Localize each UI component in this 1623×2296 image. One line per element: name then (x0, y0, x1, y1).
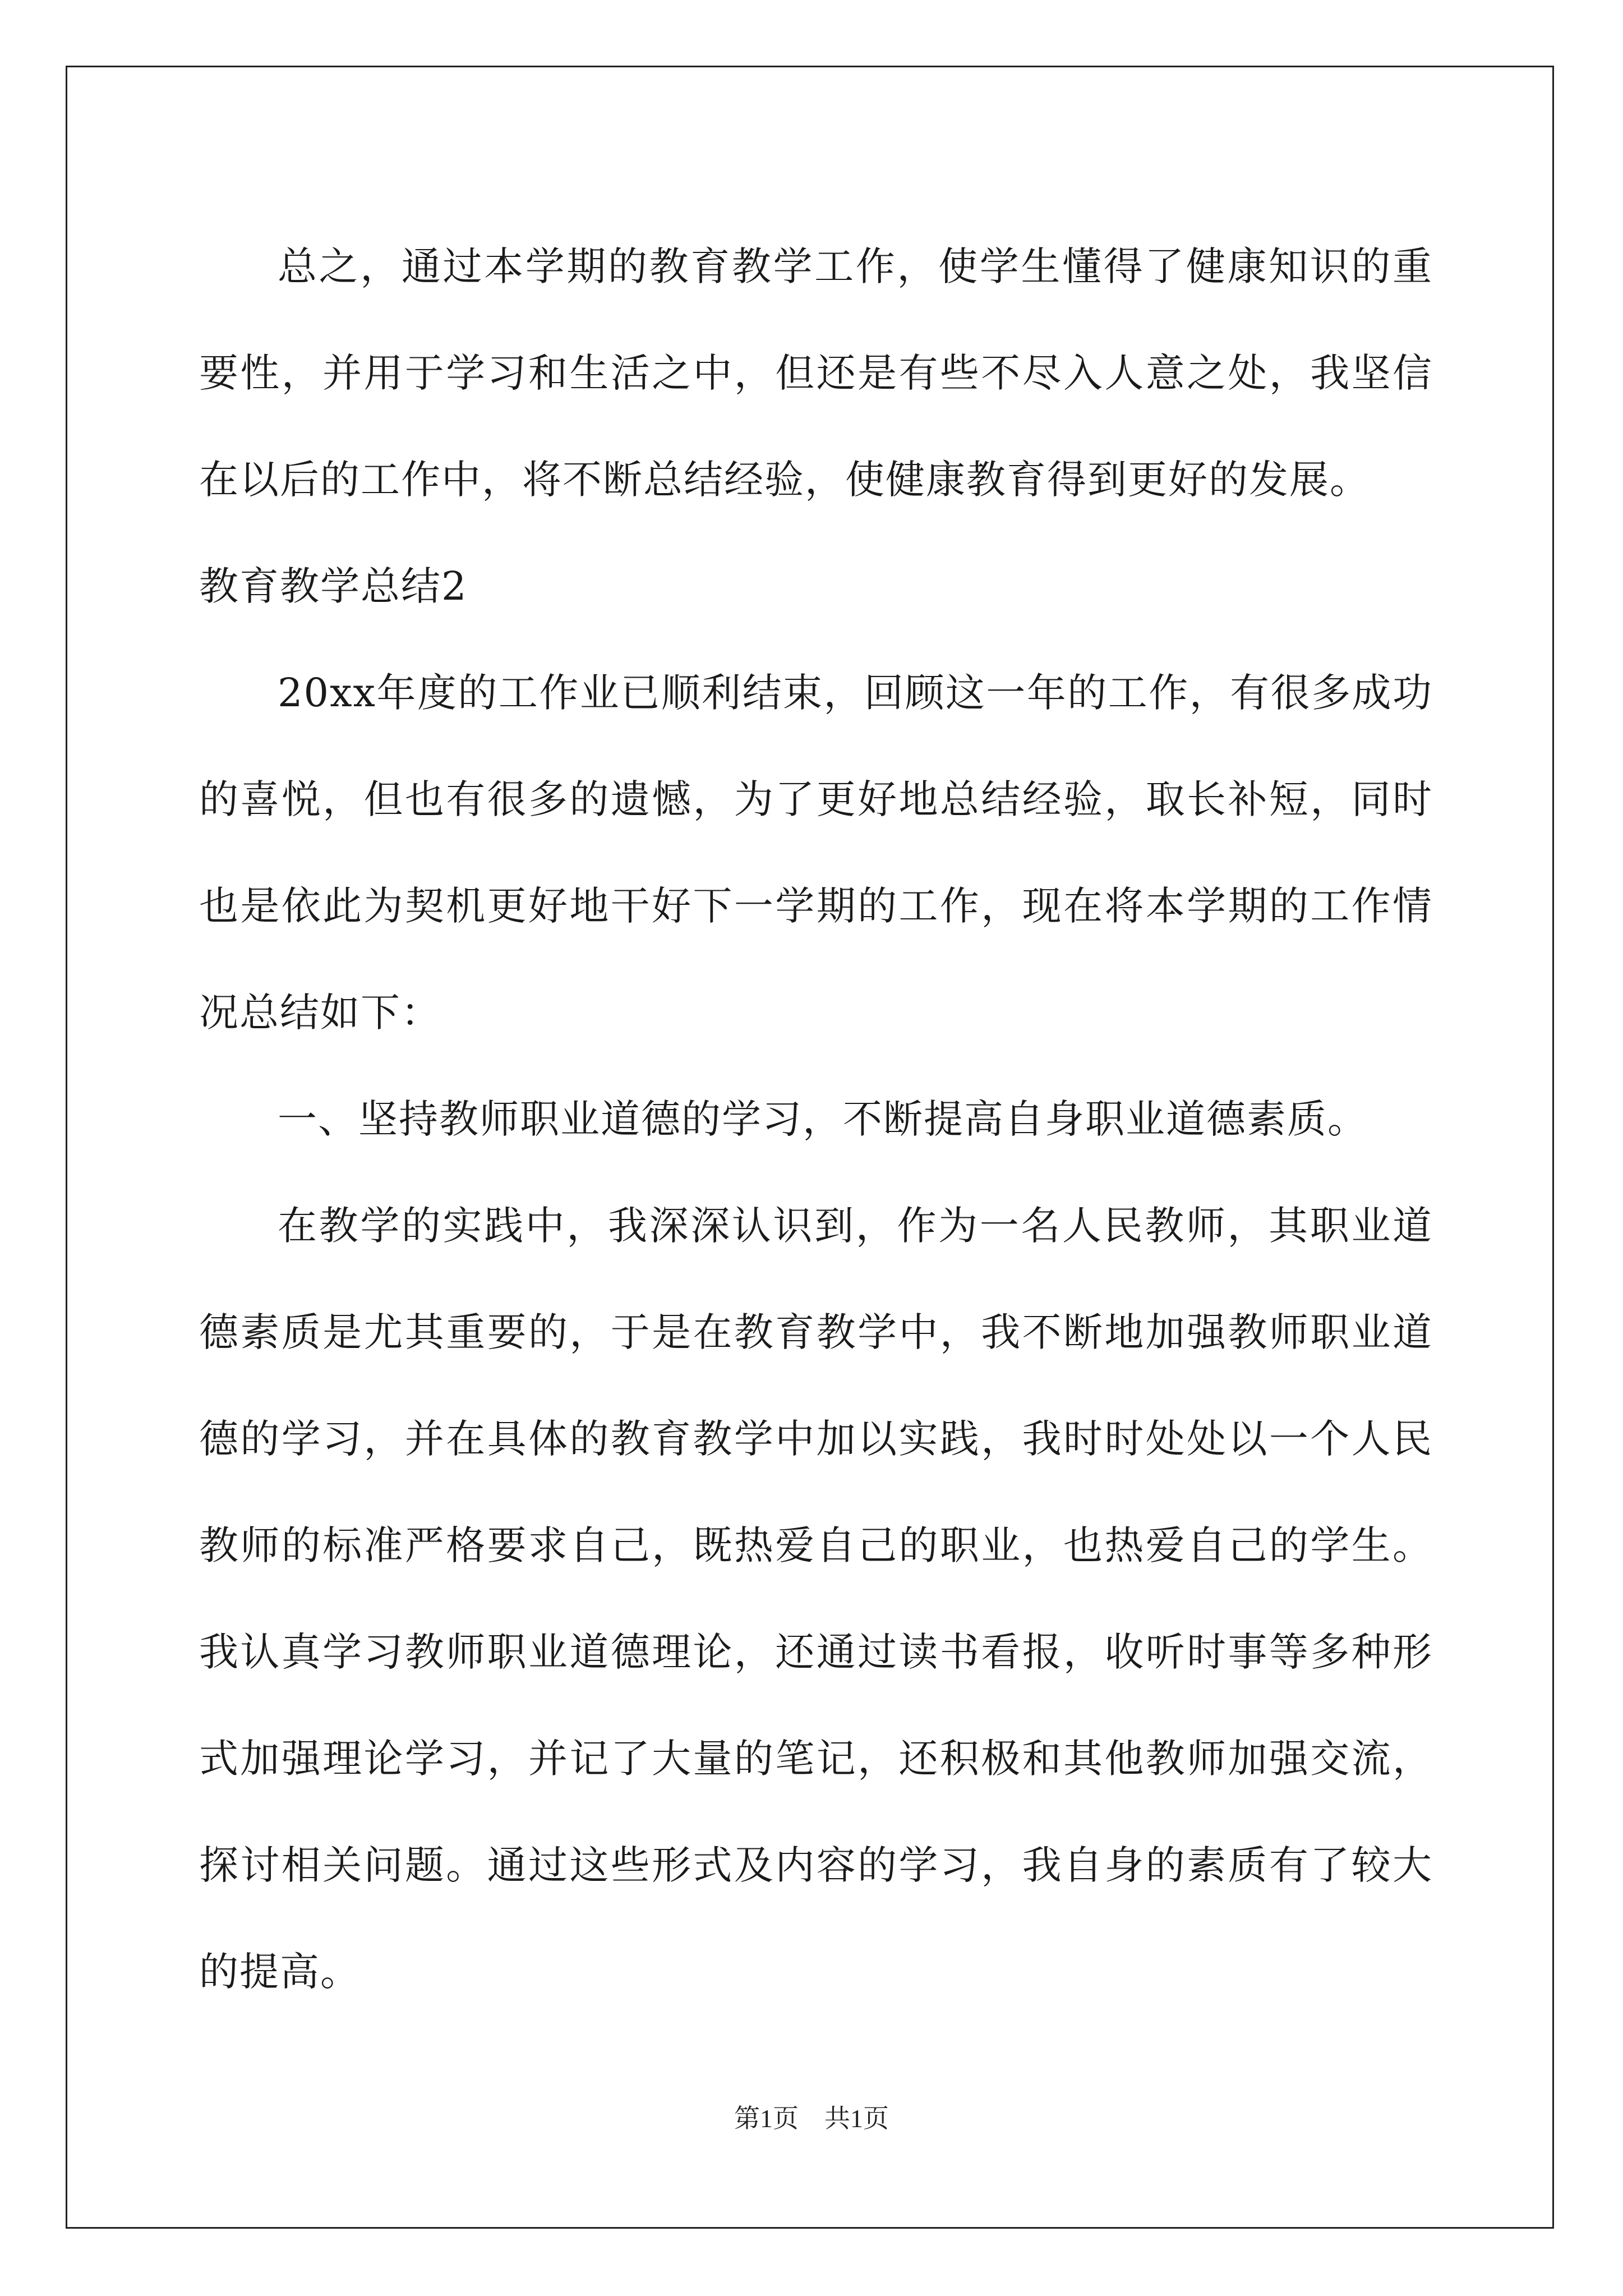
page-number-footer: 第1页 共1页 (734, 2104, 889, 2133)
paragraph-point-one: 一、坚持教师职业道德的学习，不断提高自身职业道德素质。 (278, 1096, 1368, 1142)
paragraph-practice: 在教学的实践中，我深深认识到，作为一名人民教师，其职业道德素质是尤其重要的，于是在教育教学中，我不断地加强教师职业道德的学习，并在具体的教育教学中加以实践，我时时处处以一个人民教师的标准严格要求自己，既热爱自己的职业，也热爱自己的学生。我认真学习教师职业道德理论，还通过读书看报，收听时事等多种形式加强理论学习，并记了大量的笔记，还积极和其他教师加强交流，探讨相关问题。通过这些形式及内容的学习，我自身的素质有了较大的提高。 (199, 1203, 1433, 1995)
paragraph-conclusion: 总之，通过本学期的教育教学工作，使学生懂得了健康知识的重要性，并用于学习和生活之中，但还是有些不尽入人意之处，我坚信在以后的工作中，将不断总结经验，使健康教育得到更好的发展。 (199, 243, 1433, 503)
section-heading: 教育教学总结2 (199, 563, 468, 609)
document-body (199, 213, 1433, 2025)
paragraph-intro: 20xx年度的工作业已顺利结束，回顾这一年的工作，有很多成功的喜悦，但也有很多的遗憾，为了更好地总结经验，取长补短，同时也是依此为契机更好地干好下一学期的工作，现在将本学期的工作情况总结如下： (199, 670, 1433, 1036)
